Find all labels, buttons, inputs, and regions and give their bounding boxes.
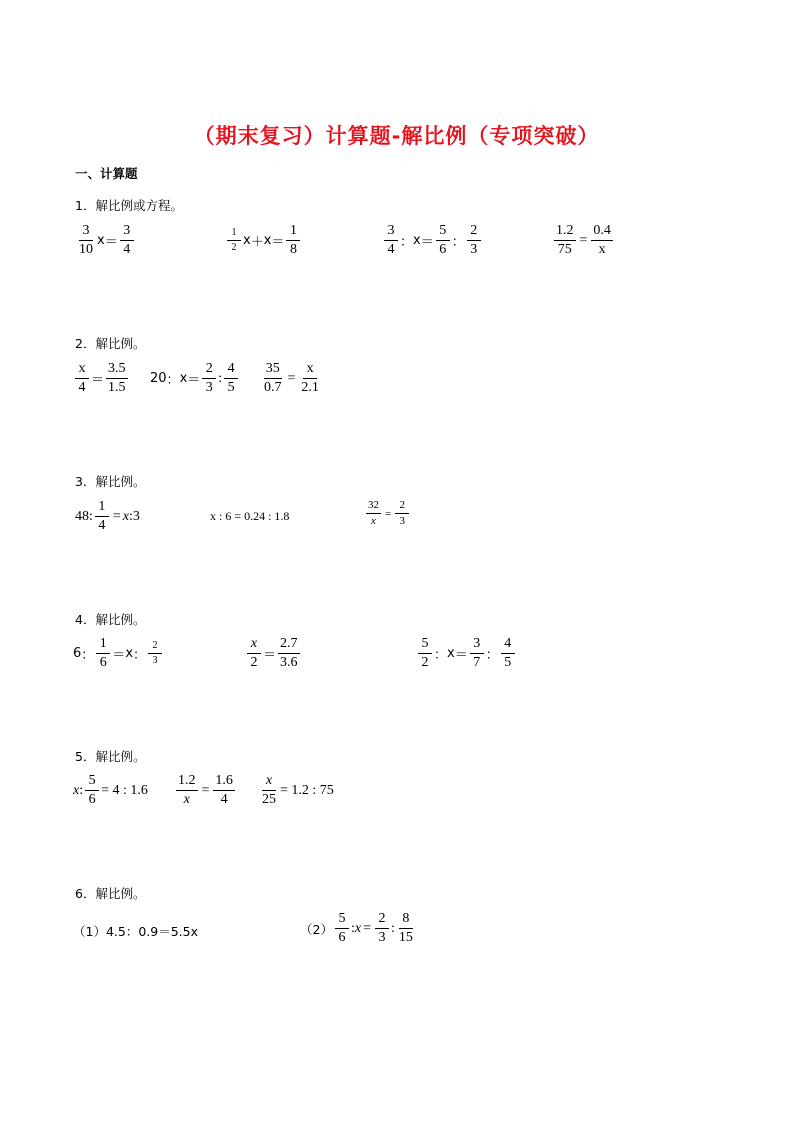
fraction: $\frac{1.2}{x}$ — [178, 773, 196, 807]
q6-equation-1: （1） 4.5：0.9＝5.5x — [73, 924, 198, 939]
fraction: $\frac{x}{2}$ — [247, 637, 261, 670]
q4-equation-3: $\frac{5}{2}$ ： x ＝ $\frac{3}{7}$ ： $\frac{4}{5}$ — [416, 637, 517, 670]
fraction: $\frac{5}{6}$ — [436, 224, 450, 257]
fraction: $\frac{3}{7}$ — [470, 637, 484, 670]
fraction: $\frac{1.6}{4}$ — [215, 773, 233, 807]
section-heading: 一、计算题 — [75, 166, 138, 181]
fraction: $\frac{1}{2}$ — [227, 228, 241, 253]
q5-equation-3: $\frac{x}{25}$ = 1.2 : 75 — [262, 773, 334, 807]
fraction: $\frac{3}{4}$ — [384, 224, 398, 257]
q4-equation-2: $\frac{x}{2}$ ＝ $\frac{2.7}{3.6}$ — [245, 637, 302, 670]
question-2-label: 2．解比例。 — [75, 336, 146, 351]
q3-equation-2: x : 6 = 0.24 : 1.8 — [210, 509, 290, 523]
q6-equation-2: （2） $\frac{5}{6}$ : x = $\frac{2}{3}$ : $\frac{8}{15}$ — [300, 911, 413, 945]
page-title: （期末复习）计算题-解比例（专项突破） — [193, 124, 600, 148]
fraction: $\frac{1}{4}$ — [95, 500, 109, 533]
fraction: $\frac{4}{5}$ — [224, 362, 238, 395]
fraction: $\frac{2}{3}$ — [148, 641, 162, 666]
fraction: $\frac{2.7}{3.6}$ — [280, 636, 298, 670]
fraction: $\frac{8}{15}$ — [398, 911, 413, 945]
question-6-label: 6．解比例。 — [75, 886, 146, 901]
fraction: $\frac{1.2}{75}$ — [556, 223, 574, 257]
fraction: $\frac{2}{3}$ — [202, 362, 216, 395]
q1-equation-2: $\frac{1}{2}$ x ＋ x ＝ $\frac{1}{8}$ — [225, 224, 302, 257]
fraction: $\frac{5}{2}$ — [418, 637, 432, 670]
q3-equation-3: $\frac{32}{x}$ = $\frac{2}{3}$ — [364, 500, 411, 527]
fraction: $\frac{2}{3}$ — [395, 500, 409, 527]
fraction: $\frac{x}{4}$ — [75, 362, 89, 395]
fraction: $\frac{2}{3}$ — [375, 912, 389, 945]
fraction: $\frac{35}{0.7}$ — [264, 361, 282, 395]
fraction: $\frac{2}{3}$ — [467, 224, 481, 257]
question-3-label: 3．解比例。 — [75, 474, 146, 489]
question-4-label: 4．解比例。 — [75, 612, 146, 627]
q1-equation-1: $\frac{3}{10}$ x ＝ $\frac{3}{4}$ — [75, 224, 136, 257]
fraction: $\frac{5}{6}$ — [335, 912, 349, 945]
question-1-label: 1．解比例或方程。 — [75, 198, 183, 213]
question-5-label: 5．解比例。 — [75, 749, 146, 764]
q4-equation-1: 6 ： $\frac{1}{6}$ ＝ x ： $\frac{2}{3}$ — [73, 637, 164, 670]
fraction: $\frac{5}{6}$ — [85, 774, 99, 807]
fraction: $\frac{x}{25}$ — [262, 773, 276, 807]
q5-equation-2: $\frac{1.2}{x}$ = $\frac{1.6}{4}$ — [178, 773, 233, 807]
q1-equation-4: $\frac{1.2}{75}$ = $\frac{0.4}{x}$ — [556, 223, 611, 257]
q3-equation-1: 48 : $\frac{1}{4}$ = x : 3 — [75, 499, 140, 533]
fraction: $\frac{3}{10}$ — [79, 223, 93, 257]
q2-equation-1: $\frac{x}{4}$ ＝ $\frac{3.5}{1.5}$ — [73, 362, 130, 395]
q2-equation-2: 20 ： x ＝ $\frac{2}{3}$ : $\frac{4}{5}$ — [150, 362, 240, 395]
fraction: $\frac{1}{8}$ — [286, 224, 300, 257]
q1-equation-3: $\frac{3}{4}$ ： x ＝ $\frac{5}{6}$ ： $\frac{2}{3}$ — [382, 224, 483, 257]
fraction: $\frac{32}{x}$ — [368, 499, 379, 527]
q2-equation-3: $\frac{35}{0.7}$ = $\frac{x}{2.1}$ — [264, 361, 319, 395]
fraction: $\frac{x}{2.1}$ — [301, 361, 319, 395]
fraction: $\frac{0.4}{x}$ — [593, 223, 611, 257]
q5-equation-1: x : $\frac{5}{6}$ = 4 : 1.6 — [73, 773, 148, 807]
fraction: $\frac{1}{6}$ — [96, 637, 110, 670]
fraction: $\frac{3.5}{1.5}$ — [108, 361, 126, 395]
fraction: $\frac{3}{4}$ — [120, 224, 134, 257]
fraction: $\frac{4}{5}$ — [501, 637, 515, 670]
